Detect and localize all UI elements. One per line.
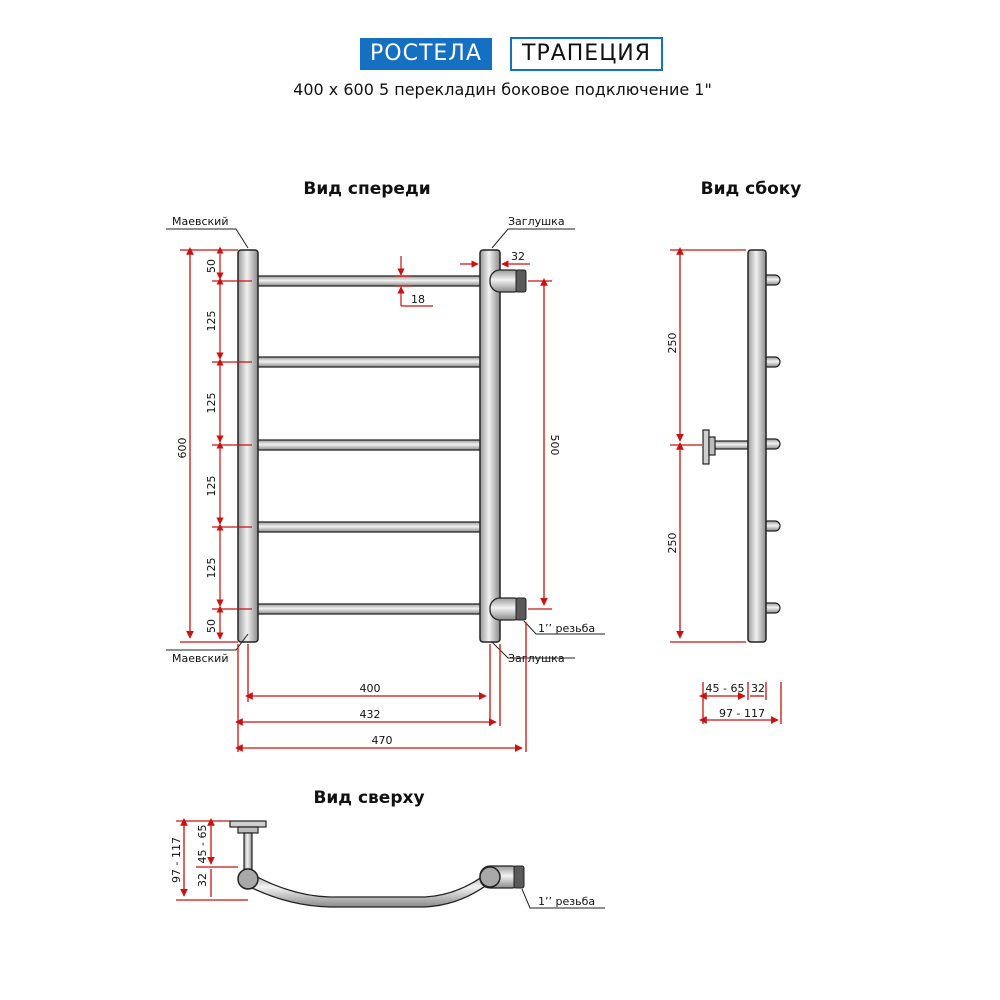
dim-spacing-1: 125 [205, 310, 218, 332]
side-pipe [748, 250, 766, 642]
dim-center-distance: 500 [548, 434, 561, 456]
dim-top-wall-gap: 45 - 65 [196, 824, 209, 864]
product-subtitle: 400 х 600 5 перекладин боковое подключение 1" [293, 80, 712, 99]
dim-side-lower: 250 [666, 532, 679, 554]
dim-side-upper: 250 [666, 332, 679, 354]
thread-front-label: 1’’ резьба [538, 622, 596, 635]
rung [252, 604, 487, 614]
dim-top-pipe: 32 [196, 873, 209, 887]
plug-top-label: Заглушка [508, 215, 565, 228]
dim-side-wall-gap: 45 - 65 [705, 682, 745, 695]
side-view-title: Вид сбоку [700, 179, 802, 199]
top-wall-bracket [230, 821, 266, 869]
dim-pipe-diameter: 32 [511, 250, 525, 263]
left-pipe [238, 250, 258, 642]
side-wall-bracket [703, 430, 748, 464]
rung [252, 276, 487, 286]
top-left-pipe [238, 869, 258, 889]
bottom-connector [490, 598, 526, 620]
dim-total-height: 600 [176, 437, 189, 459]
dim-side-pipe: 32 [751, 682, 765, 695]
model-badge: ТРАПЕЦИЯ [510, 37, 663, 71]
dim-spacing-3: 125 [205, 475, 218, 497]
air-valve-bottom-label: Маевский [172, 652, 229, 665]
dim-width-470: 470 [371, 734, 393, 747]
rung [252, 357, 487, 367]
front-rungs [252, 276, 487, 614]
dim-spacing-2: 125 [205, 392, 218, 414]
dim-spacing-4: 125 [205, 557, 218, 579]
top-view [170, 821, 605, 908]
rung [252, 440, 487, 450]
plug-bottom-label: Заглушка [508, 652, 565, 665]
top-connector [480, 866, 524, 888]
rung [252, 522, 487, 532]
dim-top-offset: 50 [205, 259, 218, 273]
dim-width-432: 432 [359, 708, 381, 721]
dim-bottom-offset: 50 [205, 619, 218, 633]
side-view [666, 250, 781, 724]
dim-side-depth: 97 - 117 [719, 707, 765, 720]
brand-badge: РОСТЕЛА [360, 38, 492, 70]
front-view [166, 215, 605, 752]
dim-rung-diameter: 18 [411, 293, 425, 306]
dim-top-vertical-lines [176, 821, 248, 900]
dim-top-depth: 97 - 117 [170, 837, 183, 883]
top-connector [490, 270, 526, 292]
front-view-title: Вид спереди [303, 179, 431, 199]
top-view-title: Вид сверху [313, 788, 425, 808]
thread-top-label: 1’’ резьба [538, 895, 596, 908]
right-pipe [480, 250, 500, 642]
top-curved-rung [248, 871, 492, 907]
dim-width-400: 400 [359, 682, 381, 695]
air-valve-top-label: Маевский [172, 215, 229, 228]
